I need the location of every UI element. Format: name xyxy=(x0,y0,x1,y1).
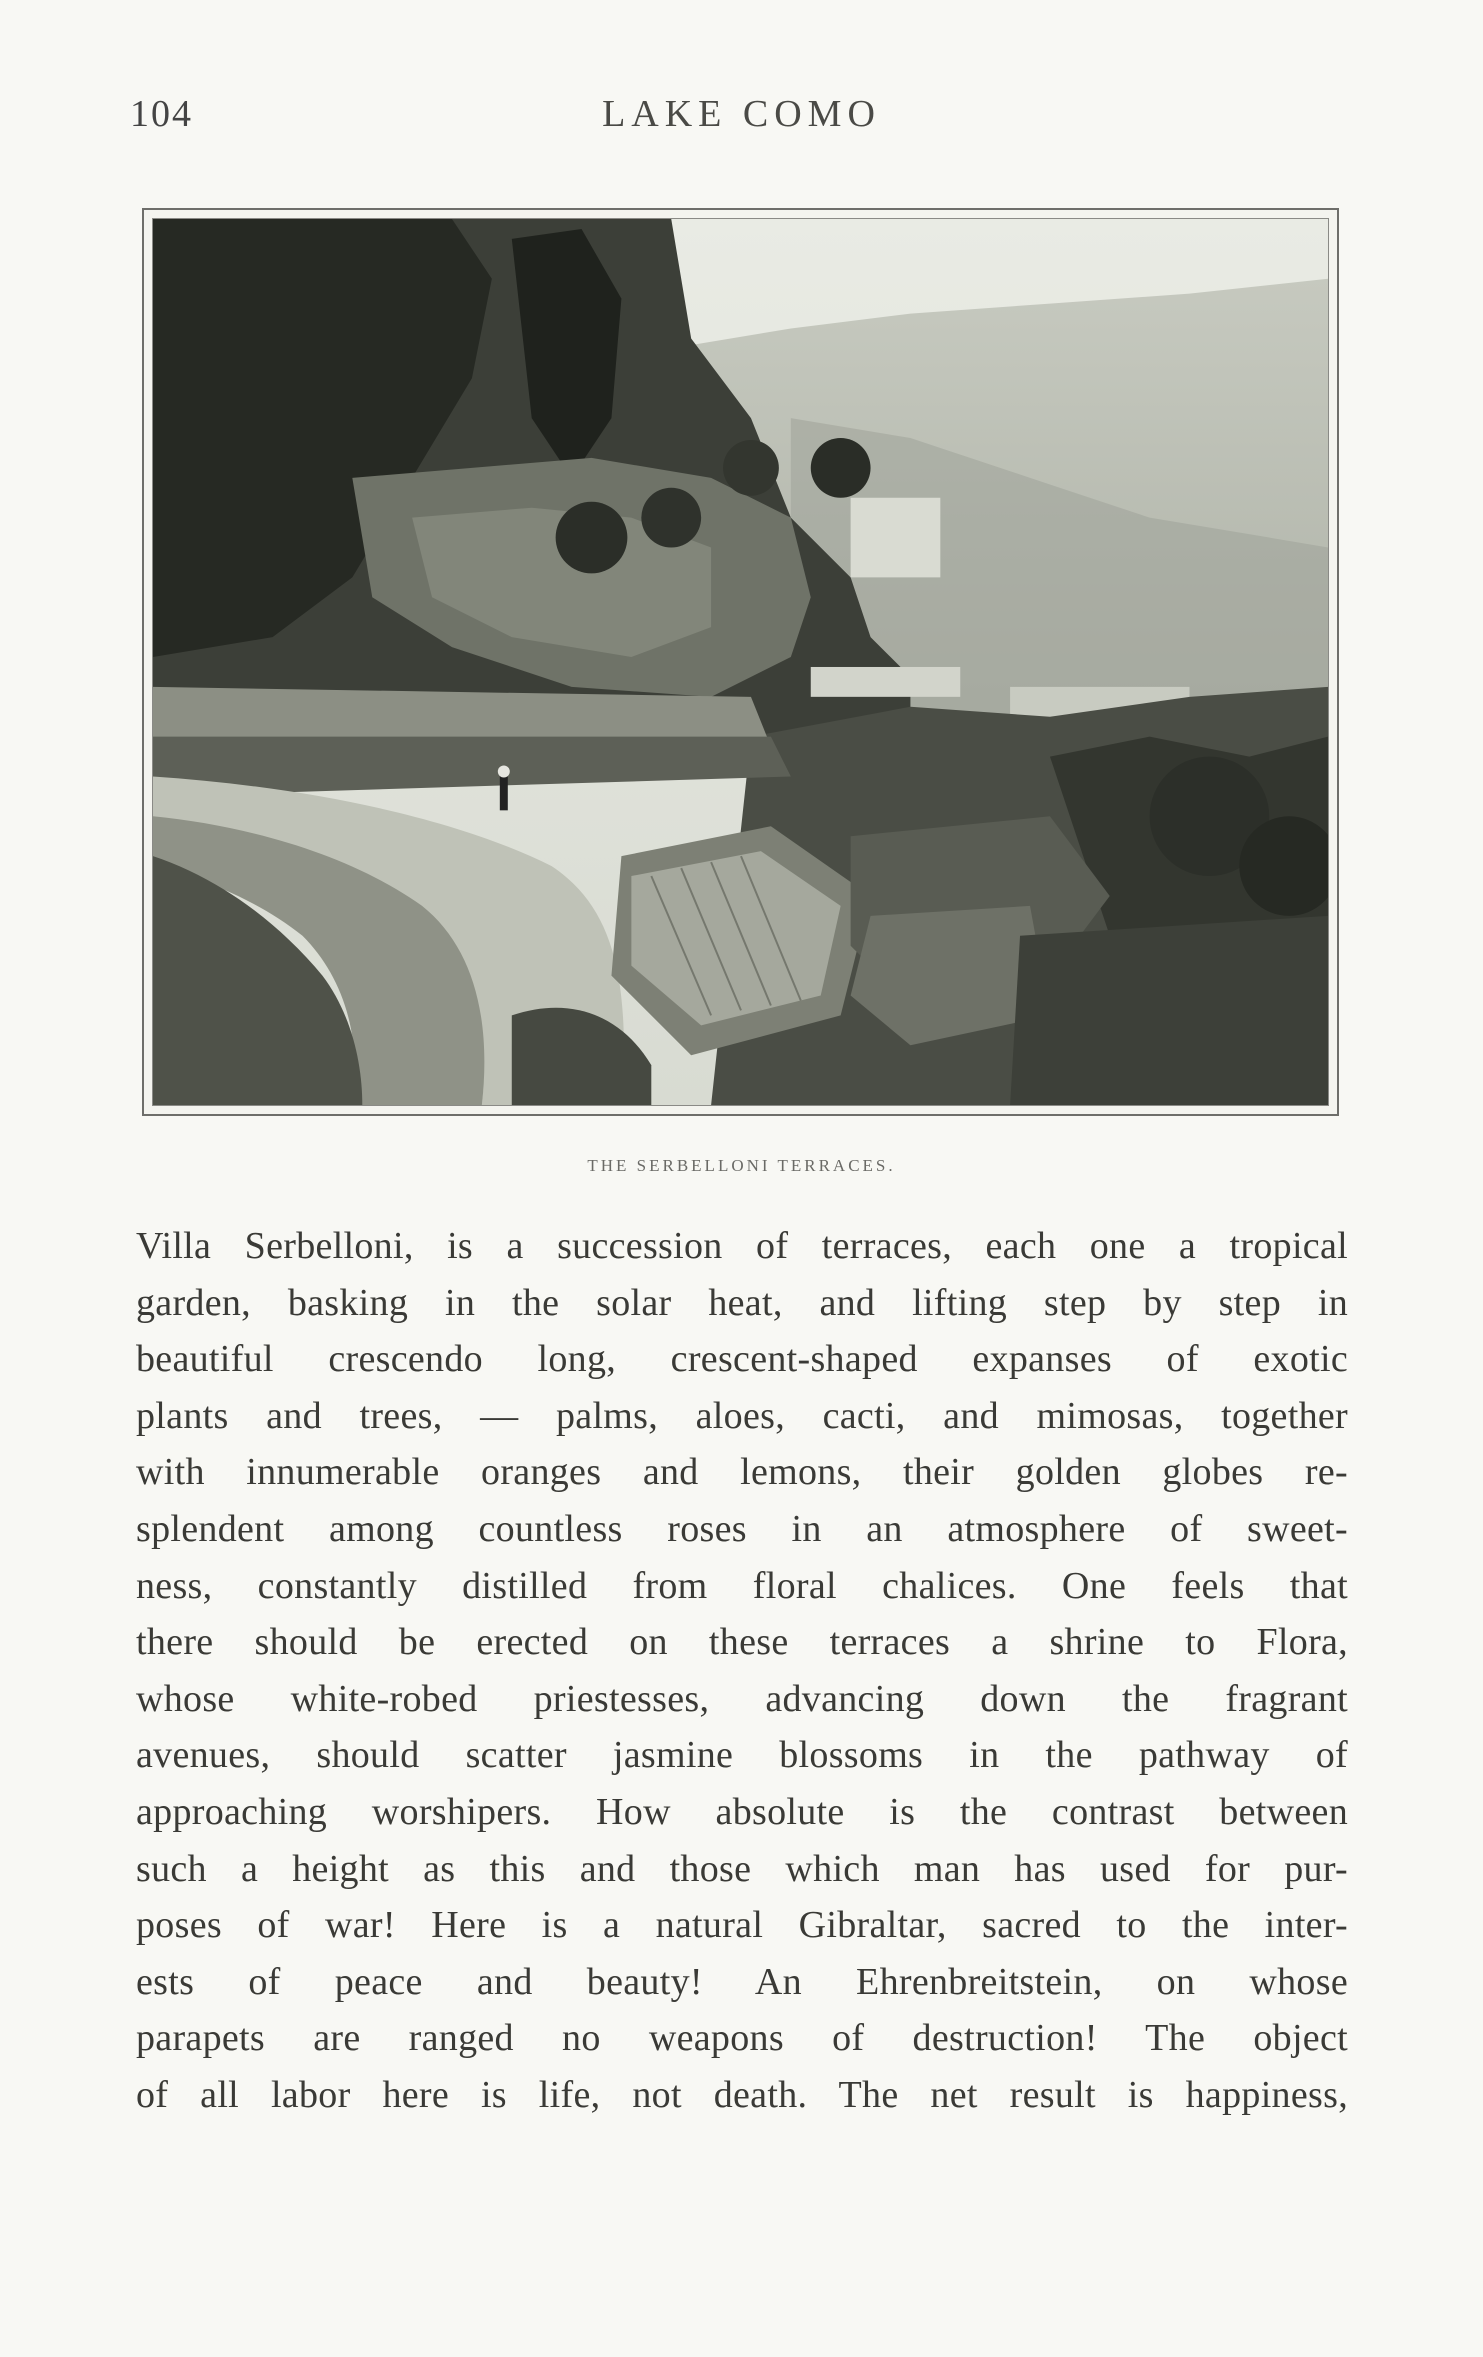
figure-caption: THE SERBELLONI TERRACES. xyxy=(587,1156,896,1175)
text-line: garden, basking in the solar heat, and lifting step by step in xyxy=(136,1281,1348,1324)
text-line: with innumerable oranges and lemons, their golden globes re- xyxy=(136,1451,1348,1494)
text-line: ests of peace and beauty! An Ehrenbreitstein, on whose xyxy=(136,1960,1348,2003)
text-line: there should be erected on these terraces a shrine to Flora, xyxy=(136,1621,1348,1664)
text-line: whose white-robed priestesses, advancing down the fragrant xyxy=(136,1677,1348,1720)
text-line: splendent among countless roses in an atmosphere of sweet- xyxy=(136,1507,1348,1550)
text-line: of all labor here is life, not death. The net result is happiness, xyxy=(136,2073,1348,2116)
photograph xyxy=(152,218,1329,1106)
text-line: beautiful crescendo long, crescent-shaped expanses of exotic xyxy=(136,1338,1348,1381)
text-line: poses of war! Here is a natural Gibraltar, sacred to the inter- xyxy=(136,1904,1348,1947)
photo-plate xyxy=(142,208,1339,1116)
text-line: such a height as this and those which man has used for pur- xyxy=(136,1847,1348,1890)
body-text xyxy=(136,1218,1348,2124)
page-number: 104 xyxy=(130,93,193,135)
running-title: LAKE COMO xyxy=(602,93,881,135)
photograph-terraced-garden-icon xyxy=(153,219,1328,1105)
text-line: approaching worshipers. How absolute is the contrast between xyxy=(136,1790,1348,1833)
text-line: Villa Serbelloni, is a succession of terraces, each one a tropical xyxy=(136,1225,1348,1267)
text-line: ness, constantly distilled from floral chalices. One feels that xyxy=(136,1564,1348,1607)
text-line: avenues, should scatter jasmine blossoms in the pathway of xyxy=(136,1734,1348,1777)
text-line: plants and trees, — palms, aloes, cacti, and mimosas, together xyxy=(136,1394,1348,1437)
text-line: parapets are ranged no weapons of destruction! The object xyxy=(136,2017,1348,2060)
